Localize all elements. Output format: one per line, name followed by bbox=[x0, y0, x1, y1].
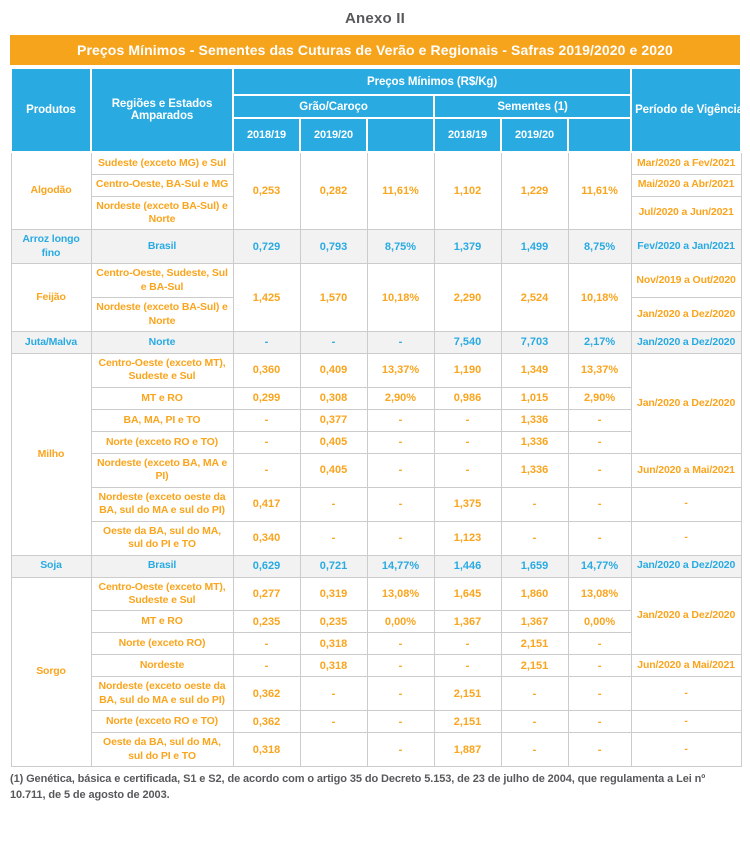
region-cell: MT e RO bbox=[91, 611, 233, 633]
value-sementes-2018-19: 2,290 bbox=[434, 264, 501, 332]
value-grao-variation: - bbox=[367, 655, 434, 677]
period-cell: - bbox=[631, 521, 741, 555]
value-grao-variation: - bbox=[367, 332, 434, 354]
value-grao-2018-19: 0,253 bbox=[233, 152, 300, 230]
period-cell: - bbox=[631, 677, 741, 711]
value-sementes-variation: - bbox=[568, 655, 631, 677]
value-sementes-2019-20: 2,524 bbox=[501, 264, 568, 332]
value-sementes-2019-20: - bbox=[501, 487, 568, 521]
product-cell: Juta/Malva bbox=[11, 332, 91, 354]
value-sementes-variation: - bbox=[568, 677, 631, 711]
table-row bbox=[11, 521, 741, 555]
table-row bbox=[11, 677, 741, 711]
region-cell: Norte bbox=[91, 332, 233, 354]
period-cell: - bbox=[631, 487, 741, 521]
table-row bbox=[11, 655, 741, 677]
period-cell: Jul/2020 a Jun/2021 bbox=[631, 196, 741, 230]
table-row bbox=[11, 555, 741, 577]
col-header-produtos: Produtos bbox=[11, 68, 91, 152]
region-cell: Norte (exceto RO e TO) bbox=[91, 431, 233, 453]
value-sementes-2019-20: 1,659 bbox=[501, 555, 568, 577]
product-cell: Feijão bbox=[11, 264, 91, 332]
col-header-sementes: Sementes (1) bbox=[434, 95, 631, 118]
col-header-grao-2018-19: 2018/19 bbox=[233, 118, 300, 152]
value-grao-2019-20: - bbox=[300, 677, 367, 711]
value-sementes-variation: - bbox=[568, 409, 631, 431]
value-grao-2019-20: 0,377 bbox=[300, 409, 367, 431]
value-grao-2018-19: 0,360 bbox=[233, 354, 300, 388]
col-header-sementes-2018-19: 2018/19 bbox=[434, 118, 501, 152]
region-cell: Norte (exceto RO) bbox=[91, 633, 233, 655]
region-cell: Norte (exceto RO e TO) bbox=[91, 711, 233, 733]
product-cell: Milho bbox=[11, 354, 91, 556]
region-cell: Centro-Oeste, Sudeste, Sul e BA-Sul bbox=[91, 264, 233, 298]
value-grao-2018-19: - bbox=[233, 453, 300, 487]
region-cell: Centro-Oeste (exceto MT), Sudeste e Sul bbox=[91, 577, 233, 611]
period-cell: Nov/2019 a Out/2020 bbox=[631, 264, 741, 298]
value-grao-2019-20: 1,570 bbox=[300, 264, 367, 332]
value-sementes-variation: 2,17% bbox=[568, 332, 631, 354]
value-grao-2018-19: 0,362 bbox=[233, 677, 300, 711]
value-grao-2018-19: 0,318 bbox=[233, 733, 300, 767]
value-grao-2019-20: 0,405 bbox=[300, 431, 367, 453]
value-grao-2018-19: 0,340 bbox=[233, 521, 300, 555]
period-cell: Jun/2020 a Mai/2021 bbox=[631, 453, 741, 487]
col-header-grao-variation-blank bbox=[367, 118, 434, 152]
value-sementes-2018-19: 1,887 bbox=[434, 733, 501, 767]
col-header-precos-minimos: Preços Mínimos (R$/Kg) bbox=[233, 68, 631, 95]
value-grao-variation: 2,90% bbox=[367, 387, 434, 409]
value-grao-variation: 13,37% bbox=[367, 354, 434, 388]
table-row bbox=[11, 711, 741, 733]
table-row bbox=[11, 230, 741, 264]
value-sementes-variation: - bbox=[568, 431, 631, 453]
value-grao-variation: - bbox=[367, 431, 434, 453]
table-row bbox=[11, 354, 741, 388]
region-cell: Brasil bbox=[91, 230, 233, 264]
value-sementes-2018-19: 7,540 bbox=[434, 332, 501, 354]
table-row bbox=[11, 577, 741, 611]
value-grao-variation: - bbox=[367, 487, 434, 521]
value-grao-2018-19: - bbox=[233, 655, 300, 677]
value-sementes-2018-19: 2,151 bbox=[434, 677, 501, 711]
value-grao-variation: 10,18% bbox=[367, 264, 434, 332]
region-cell: Oeste da BA, sul do MA, sul do PI e TO bbox=[91, 521, 233, 555]
col-header-sementes-2019-20: 2019/20 bbox=[501, 118, 568, 152]
value-sementes-2018-19: 1,123 bbox=[434, 521, 501, 555]
value-sementes-2019-20: 1,015 bbox=[501, 387, 568, 409]
value-sementes-2019-20: 1,860 bbox=[501, 577, 568, 611]
period-cell: Jan/2020 a Dez/2020 bbox=[631, 555, 741, 577]
value-grao-2019-20: 0,405 bbox=[300, 453, 367, 487]
table-row bbox=[11, 332, 741, 354]
value-grao-2019-20: 0,308 bbox=[300, 387, 367, 409]
period-cell: Jan/2020 a Dez/2020 bbox=[631, 298, 741, 332]
table-body bbox=[11, 152, 741, 767]
region-cell: Centro-Oeste, BA-Sul e MG bbox=[91, 174, 233, 196]
value-grao-2019-20 bbox=[300, 733, 367, 767]
value-sementes-2019-20: - bbox=[501, 521, 568, 555]
value-grao-2018-19: - bbox=[233, 633, 300, 655]
value-grao-2018-19: 0,299 bbox=[233, 387, 300, 409]
col-header-sementes-variation-blank bbox=[568, 118, 631, 152]
price-table bbox=[10, 67, 742, 767]
region-cell: BA, MA, PI e TO bbox=[91, 409, 233, 431]
value-grao-2018-19: 0,729 bbox=[233, 230, 300, 264]
region-cell: Nordeste (exceto BA-Sul) e Norte bbox=[91, 298, 233, 332]
region-cell: Sudeste (exceto MG) e Sul bbox=[91, 152, 233, 174]
value-sementes-2019-20: - bbox=[501, 677, 568, 711]
period-cell: - bbox=[631, 711, 741, 733]
value-sementes-variation: 0,00% bbox=[568, 611, 631, 633]
value-grao-2019-20: - bbox=[300, 487, 367, 521]
value-sementes-2019-20: 1,349 bbox=[501, 354, 568, 388]
banner-title: Preços Mínimos - Sementes das Cuturas de Verão e Regionais - Safras 2019/2020 e 2020 bbox=[77, 42, 673, 58]
value-grao-variation: - bbox=[367, 711, 434, 733]
table-row bbox=[11, 733, 741, 767]
value-grao-variation: - bbox=[367, 633, 434, 655]
value-grao-2019-20: 0,318 bbox=[300, 655, 367, 677]
period-cell: Mai/2020 a Abr/2021 bbox=[631, 174, 741, 196]
value-grao-variation: 11,61% bbox=[367, 152, 434, 230]
value-grao-2019-20: 0,793 bbox=[300, 230, 367, 264]
value-grao-2018-19: 0,235 bbox=[233, 611, 300, 633]
value-sementes-variation: 11,61% bbox=[568, 152, 631, 230]
region-cell: Nordeste bbox=[91, 655, 233, 677]
value-sementes-variation: - bbox=[568, 521, 631, 555]
value-sementes-2018-19: 1,446 bbox=[434, 555, 501, 577]
value-grao-variation: - bbox=[367, 409, 434, 431]
value-sementes-2018-19: - bbox=[434, 431, 501, 453]
value-sementes-variation: 13,08% bbox=[568, 577, 631, 611]
value-sementes-2018-19: 1,375 bbox=[434, 487, 501, 521]
value-grao-2019-20: 0,409 bbox=[300, 354, 367, 388]
col-header-periodo: Período de Vigência bbox=[631, 68, 741, 152]
region-cell: Centro-Oeste (exceto MT), Sudeste e Sul bbox=[91, 354, 233, 388]
value-sementes-variation: - bbox=[568, 487, 631, 521]
product-cell: Soja bbox=[11, 555, 91, 577]
value-grao-2018-19: - bbox=[233, 409, 300, 431]
table-row bbox=[11, 453, 741, 487]
value-sementes-2019-20: - bbox=[501, 711, 568, 733]
region-cell: Nordeste (exceto oeste da BA, sul do MA e sul do PI) bbox=[91, 487, 233, 521]
value-grao-2019-20: 0,235 bbox=[300, 611, 367, 633]
region-cell: Brasil bbox=[91, 555, 233, 577]
region-cell: Oeste da BA, sul do MA, sul do PI e TO bbox=[91, 733, 233, 767]
period-cell: Jan/2020 a Dez/2020 bbox=[631, 354, 741, 454]
value-sementes-2019-20: 7,703 bbox=[501, 332, 568, 354]
value-grao-variation: 0,00% bbox=[367, 611, 434, 633]
value-grao-2018-19: - bbox=[233, 431, 300, 453]
value-grao-2019-20: 0,318 bbox=[300, 633, 367, 655]
period-cell: Jan/2020 a Dez/2020 bbox=[631, 577, 741, 655]
value-grao-2019-20: 0,319 bbox=[300, 577, 367, 611]
value-sementes-2018-19: 1,367 bbox=[434, 611, 501, 633]
value-sementes-variation: - bbox=[568, 711, 631, 733]
value-grao-variation: 13,08% bbox=[367, 577, 434, 611]
period-cell: Fev/2020 a Jan/2021 bbox=[631, 230, 741, 264]
region-cell: Nordeste (exceto BA, MA e PI) bbox=[91, 453, 233, 487]
table-row bbox=[11, 152, 741, 174]
product-cell: Algodão bbox=[11, 152, 91, 230]
value-grao-variation: 14,77% bbox=[367, 555, 434, 577]
value-sementes-variation: - bbox=[568, 733, 631, 767]
value-grao-variation: 8,75% bbox=[367, 230, 434, 264]
region-cell: Nordeste (exceto oeste da BA, sul do MA e sul do PI) bbox=[91, 677, 233, 711]
region-cell: Nordeste (exceto BA-Sul) e Norte bbox=[91, 196, 233, 230]
banner bbox=[10, 35, 740, 65]
value-sementes-2019-20: 1,499 bbox=[501, 230, 568, 264]
value-sementes-variation: 10,18% bbox=[568, 264, 631, 332]
footnote: (1) Genética, básica e certificada, S1 e S2, de acordo com o artigo 35 do Decreto 5.153, de 23 de julho de 2004, que regulamenta a Lei nº 10.711, de 5 de agosto de 2003. bbox=[10, 773, 706, 802]
value-sementes-variation: - bbox=[568, 453, 631, 487]
value-grao-2018-19: - bbox=[233, 332, 300, 354]
value-grao-2018-19: 0,417 bbox=[233, 487, 300, 521]
value-grao-variation: - bbox=[367, 733, 434, 767]
region-cell: MT e RO bbox=[91, 387, 233, 409]
product-cell: Sorgo bbox=[11, 577, 91, 767]
value-grao-variation: - bbox=[367, 677, 434, 711]
value-sementes-2019-20: 1,367 bbox=[501, 611, 568, 633]
value-sementes-2018-19: - bbox=[434, 409, 501, 431]
value-sementes-2018-19: 1,190 bbox=[434, 354, 501, 388]
value-sementes-2019-20: 2,151 bbox=[501, 633, 568, 655]
col-header-grao-caroco: Grão/Caroço bbox=[233, 95, 434, 118]
value-sementes-variation: 2,90% bbox=[568, 387, 631, 409]
value-sementes-2018-19: - bbox=[434, 633, 501, 655]
value-sementes-variation: - bbox=[568, 633, 631, 655]
value-grao-2018-19: 1,425 bbox=[233, 264, 300, 332]
period-cell: - bbox=[631, 733, 741, 767]
value-sementes-2018-19: 0,986 bbox=[434, 387, 501, 409]
value-grao-variation: - bbox=[367, 453, 434, 487]
col-header-regioes: Regiões e Estados Amparados bbox=[91, 68, 233, 152]
col-header-grao-2019-20: 2019/20 bbox=[300, 118, 367, 152]
period-cell: Jan/2020 a Dez/2020 bbox=[631, 332, 741, 354]
value-sementes-variation: 8,75% bbox=[568, 230, 631, 264]
value-sementes-2019-20: 1,336 bbox=[501, 453, 568, 487]
page-title: Anexo II bbox=[345, 10, 405, 27]
value-sementes-2019-20: 1,229 bbox=[501, 152, 568, 230]
value-grao-2019-20: - bbox=[300, 711, 367, 733]
value-sementes-2018-19: 1,645 bbox=[434, 577, 501, 611]
value-sementes-2018-19: 1,102 bbox=[434, 152, 501, 230]
value-grao-2019-20: 0,721 bbox=[300, 555, 367, 577]
value-grao-2019-20: 0,282 bbox=[300, 152, 367, 230]
value-sementes-variation: 14,77% bbox=[568, 555, 631, 577]
period-cell: Jun/2020 a Mai/2021 bbox=[631, 655, 741, 677]
value-sementes-2018-19: - bbox=[434, 655, 501, 677]
value-sementes-2019-20: - bbox=[501, 733, 568, 767]
value-grao-2018-19: 0,277 bbox=[233, 577, 300, 611]
value-sementes-2019-20: 1,336 bbox=[501, 431, 568, 453]
table-row bbox=[11, 487, 741, 521]
value-grao-2019-20: - bbox=[300, 521, 367, 555]
value-sementes-2018-19: 2,151 bbox=[434, 711, 501, 733]
value-sementes-2018-19: 1,379 bbox=[434, 230, 501, 264]
value-grao-2019-20: - bbox=[300, 332, 367, 354]
value-sementes-2019-20: 2,151 bbox=[501, 655, 568, 677]
period-cell: Mar/2020 a Fev/2021 bbox=[631, 152, 741, 174]
value-grao-2018-19: 0,629 bbox=[233, 555, 300, 577]
value-grao-2018-19: 0,362 bbox=[233, 711, 300, 733]
product-cell: Arroz longo fino bbox=[11, 230, 91, 264]
value-sementes-variation: 13,37% bbox=[568, 354, 631, 388]
value-grao-variation: - bbox=[367, 521, 434, 555]
table-header bbox=[11, 68, 741, 152]
value-sementes-2018-19: - bbox=[434, 453, 501, 487]
value-sementes-2019-20: 1,336 bbox=[501, 409, 568, 431]
table-row bbox=[11, 264, 741, 298]
